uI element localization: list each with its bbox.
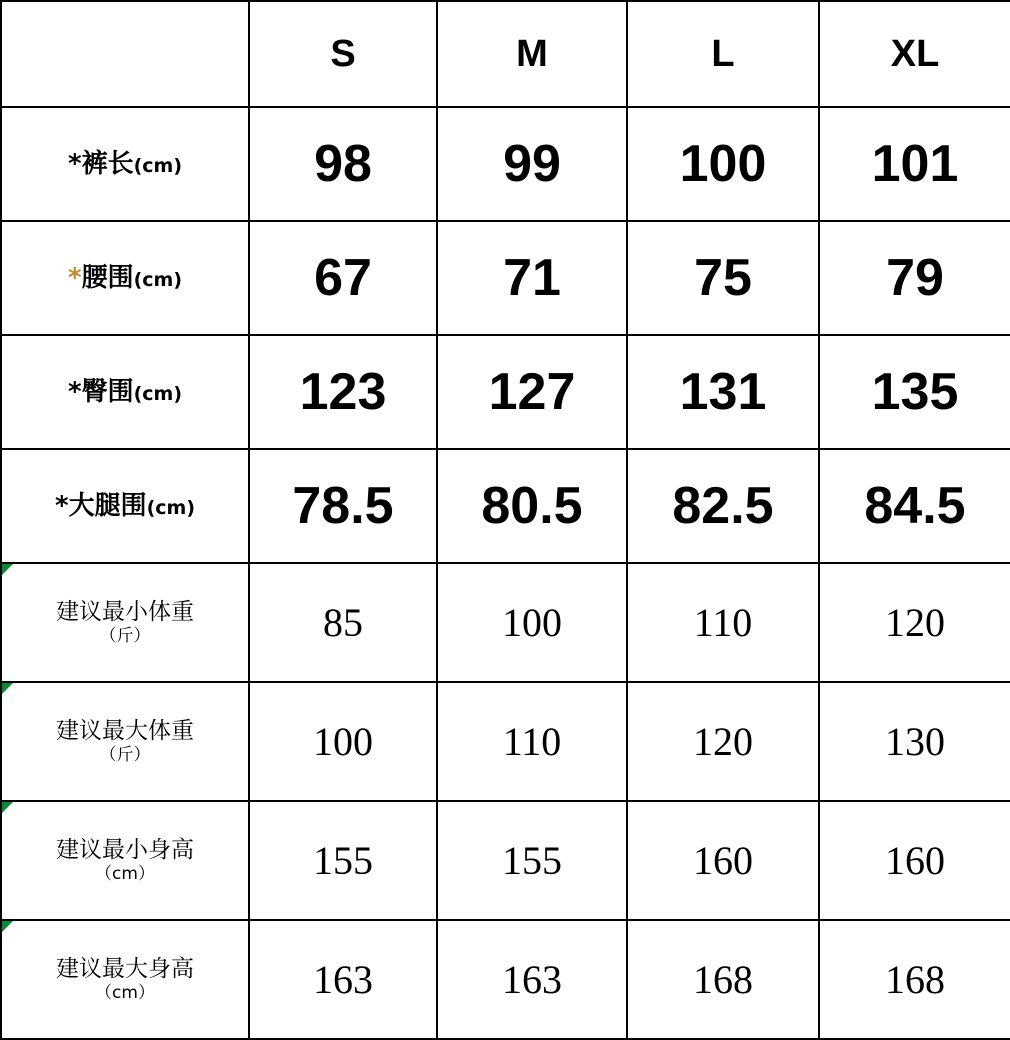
header-cell-m: [437, 1, 627, 107]
table-cell: [819, 563, 1010, 682]
row-label-cell: [1, 682, 249, 801]
row-label: [68, 263, 182, 293]
cell-value: 100: [679, 135, 767, 193]
row-label: [2, 717, 248, 767]
cell-value: 155: [502, 837, 562, 883]
row-asterisk: *: [54, 490, 69, 521]
table-cell: [819, 221, 1010, 335]
row-label-unit: (cm): [133, 154, 183, 177]
cell-value: 110: [502, 718, 562, 764]
cell-value: 168: [885, 956, 945, 1002]
table-cell: [249, 335, 437, 449]
table-cell: [249, 107, 437, 221]
cell-value: 120: [885, 599, 945, 645]
header-cell-xl: [819, 1, 1010, 107]
row-label-unit: （斤）: [99, 626, 151, 647]
row-label: [2, 598, 248, 648]
row-label-cell: [1, 449, 249, 563]
table-cell: [627, 563, 819, 682]
header-label-xl: XL: [890, 33, 940, 75]
row-label-text: 建议最小身高: [56, 836, 194, 863]
header-cell-l: [627, 1, 819, 107]
table-cell: [249, 682, 437, 801]
cell-value: 100: [502, 599, 562, 645]
table-cell: [437, 801, 627, 920]
cell-value: 75: [694, 249, 752, 307]
header-label-m: M: [516, 33, 548, 75]
row-label-unit: (cm): [133, 268, 183, 291]
row-label-cell: [1, 801, 249, 920]
table-cell: [437, 920, 627, 1039]
row-asterisk: *: [67, 148, 82, 179]
cell-value: 84.5: [864, 477, 966, 535]
cell-value: 168: [693, 956, 753, 1002]
table-cell: [627, 335, 819, 449]
table-cell: [249, 449, 437, 563]
table-row: [1, 920, 1010, 1039]
table-cell: [437, 563, 627, 682]
row-label-text: 大腿围: [68, 490, 147, 521]
table-cell: [437, 449, 627, 563]
table-cell: [627, 107, 819, 221]
row-label-text: 建议最小体重: [56, 598, 194, 625]
table-cell: [249, 920, 437, 1039]
cell-value: 80.5: [481, 477, 583, 535]
cell-value: 85: [323, 599, 363, 645]
table-cell: [437, 221, 627, 335]
row-label: [68, 149, 182, 179]
table-cell: [627, 449, 819, 563]
cell-value: 130: [885, 718, 945, 764]
table-row: [1, 221, 1010, 335]
cell-value: 99: [503, 135, 561, 193]
row-label-unit: (cm): [146, 496, 196, 519]
row-label-cell: [1, 563, 249, 682]
header-label-s: S: [330, 33, 356, 75]
cell-value: 163: [313, 956, 373, 1002]
cell-value: 160: [693, 837, 753, 883]
row-label-text: 建议最大体重: [56, 717, 194, 744]
table-row: [1, 449, 1010, 563]
row-label-cell: [1, 107, 249, 221]
table-cell: [627, 682, 819, 801]
cell-value: 100: [313, 718, 373, 764]
row-label: [55, 491, 195, 521]
table-cell: [437, 335, 627, 449]
cell-value: 163: [502, 956, 562, 1002]
cell-value: 79: [886, 249, 944, 307]
row-label-cell: [1, 221, 249, 335]
row-label-unit: (cm): [133, 382, 183, 405]
table-cell: [249, 801, 437, 920]
row-label: [68, 377, 182, 407]
table-cell: [819, 107, 1010, 221]
table-header-row: [1, 1, 1010, 107]
cell-value: 110: [693, 599, 753, 645]
table-cell: [249, 221, 437, 335]
row-label-text: 臀围: [81, 376, 134, 407]
table-cell: [437, 107, 627, 221]
table-cell: [819, 801, 1010, 920]
row-label-text: 建议最大身高: [56, 955, 194, 982]
table-cell: [627, 221, 819, 335]
table-cell: [819, 682, 1010, 801]
row-label-unit: （cm）: [95, 983, 155, 1004]
table-cell: [249, 563, 437, 682]
row-asterisk: *: [67, 376, 82, 407]
header-label-l: L: [711, 33, 735, 75]
table-cell: [819, 449, 1010, 563]
table-cell: [437, 682, 627, 801]
cell-value: 98: [314, 135, 372, 193]
row-label-text: 裤长: [81, 148, 134, 179]
table-row: [1, 563, 1010, 682]
table-row: [1, 335, 1010, 449]
cell-value: 101: [871, 135, 959, 193]
cell-value: 123: [299, 363, 387, 421]
row-label-unit: （cm）: [95, 864, 155, 885]
table-cell: [819, 335, 1010, 449]
cell-value: 67: [314, 249, 372, 307]
header-cell-s: [249, 1, 437, 107]
table-row: [1, 682, 1010, 801]
row-label-cell: [1, 920, 249, 1039]
header-cell-blank: [1, 1, 249, 107]
cell-value: 155: [313, 837, 373, 883]
table-row: [1, 801, 1010, 920]
table-cell: [627, 801, 819, 920]
cell-value: 135: [871, 363, 959, 421]
cell-value: 160: [885, 837, 945, 883]
cell-value: 78.5: [292, 477, 394, 535]
cell-value: 82.5: [672, 477, 774, 535]
cell-value: 71: [503, 249, 561, 307]
cell-value: 131: [679, 363, 767, 421]
row-asterisk: *: [67, 262, 82, 293]
cell-value: 127: [488, 363, 576, 421]
table-row: [1, 107, 1010, 221]
table-cell: [819, 920, 1010, 1039]
row-label: [2, 836, 248, 886]
table-cell: [627, 920, 819, 1039]
cell-value: 120: [693, 718, 753, 764]
row-label-cell: [1, 335, 249, 449]
row-label: [2, 955, 248, 1005]
row-label-unit: （斤）: [99, 745, 151, 766]
row-label-text: 腰围: [81, 262, 134, 293]
